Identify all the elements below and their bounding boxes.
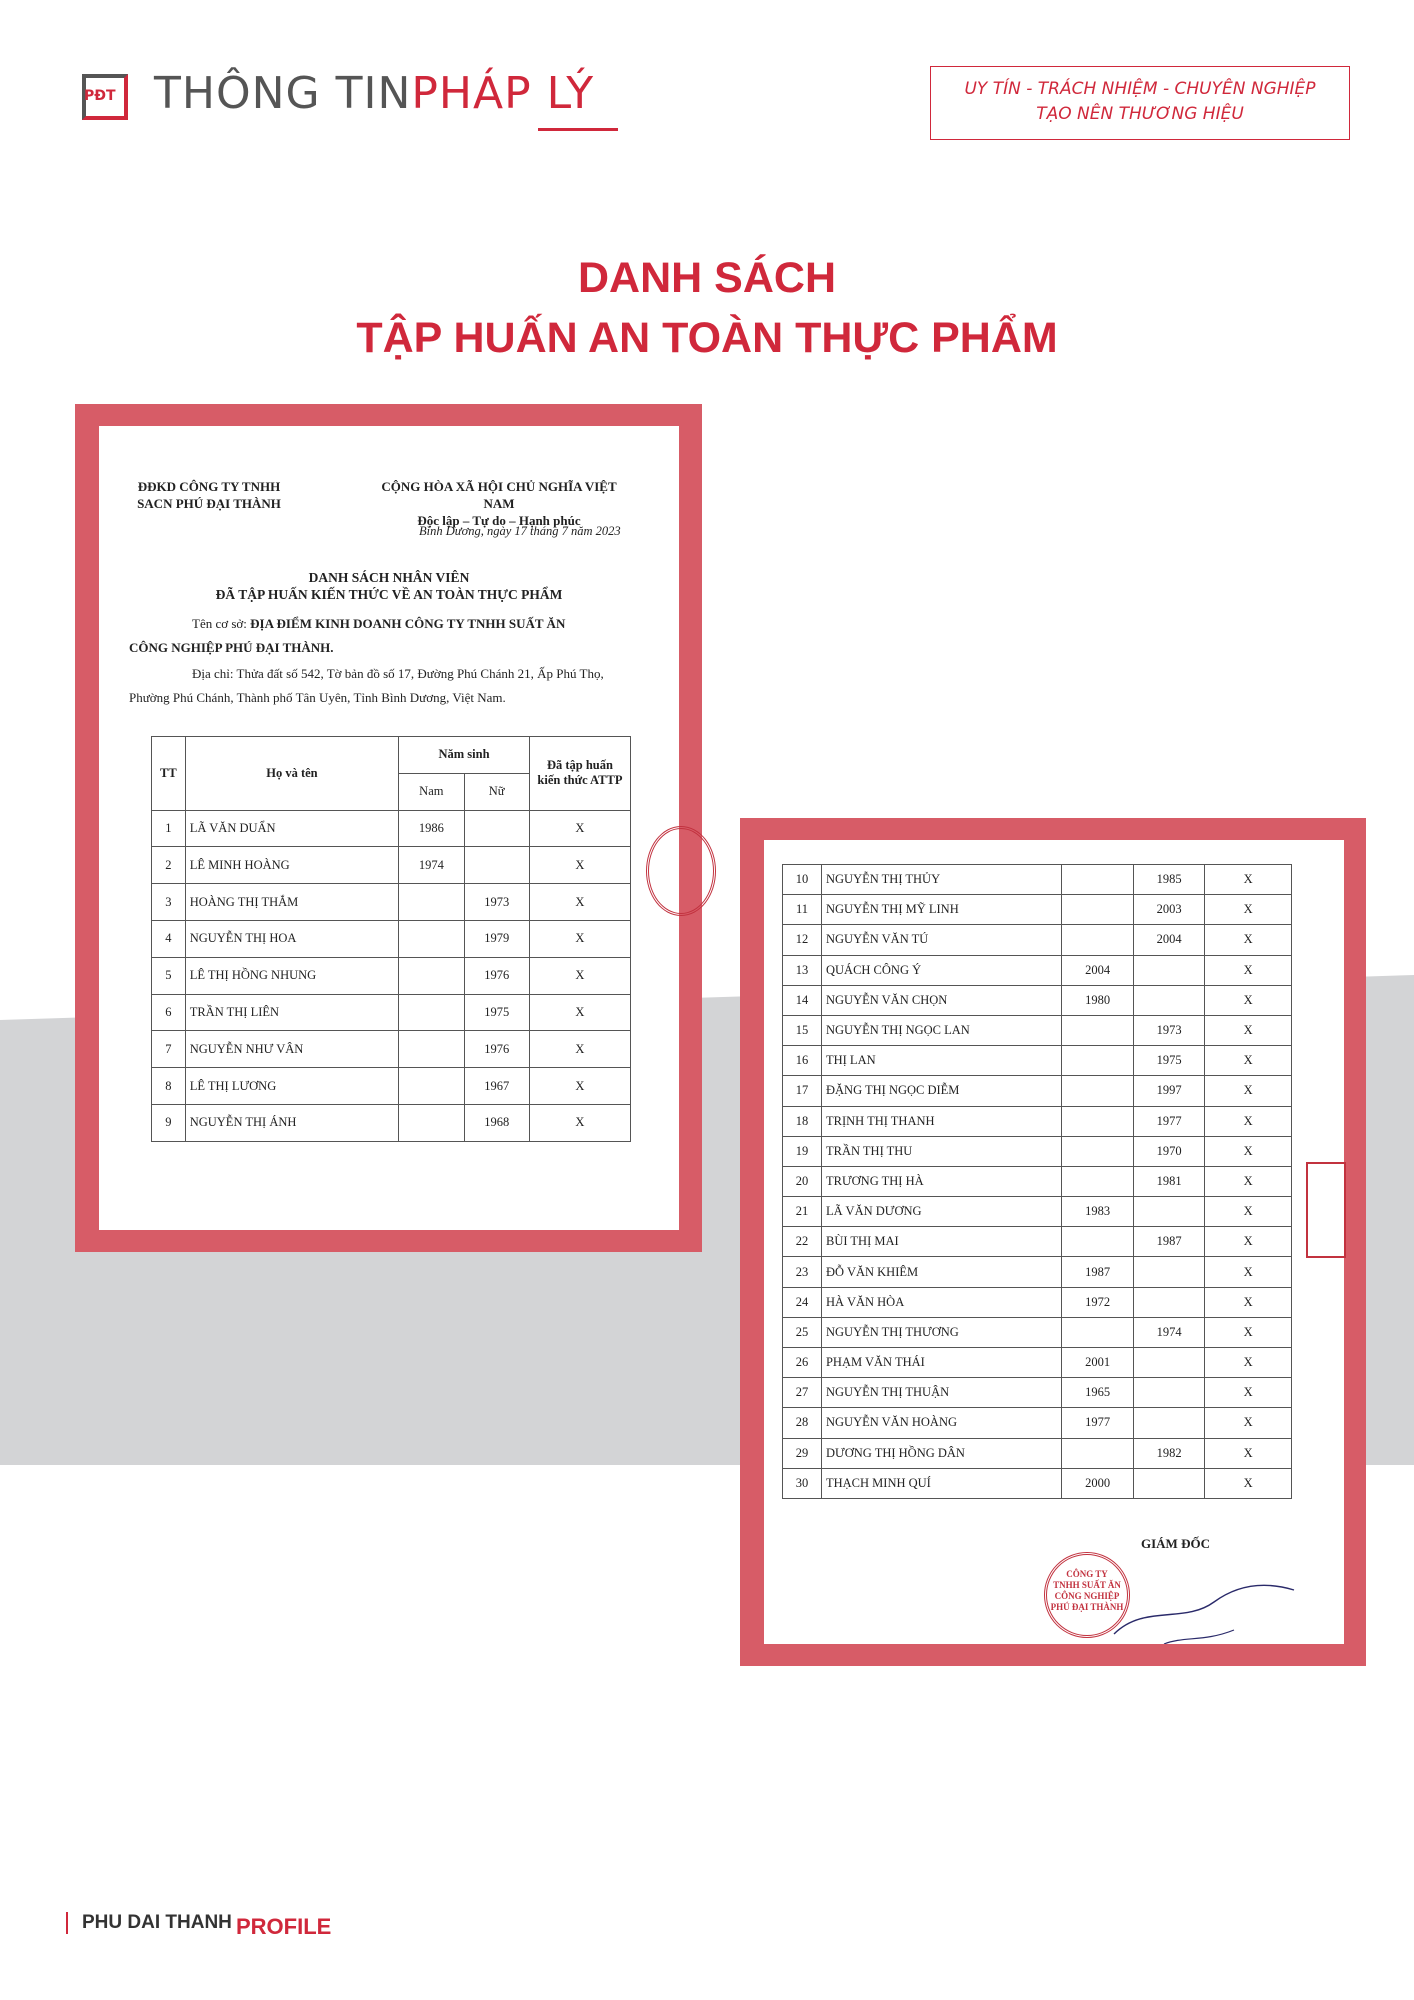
cell-tt: 21 xyxy=(783,1197,822,1227)
header-trained: Đã tập huấn kiến thức ATTP xyxy=(529,737,630,811)
cell-male xyxy=(1062,1136,1133,1166)
company-header xyxy=(119,478,299,512)
seal-fragment-2 xyxy=(1306,1162,1346,1258)
table-row xyxy=(783,1438,1292,1468)
table-row xyxy=(783,1378,1292,1408)
cell-tt: 15 xyxy=(783,1015,822,1045)
table-row xyxy=(783,925,1292,955)
cell-trained: X xyxy=(1205,925,1292,955)
cell-name: QUÁCH CÔNG Ý xyxy=(821,955,1061,985)
cell-name: NGUYỄN THỊ THƯƠNG xyxy=(821,1317,1061,1347)
cell-female: 1979 xyxy=(464,920,529,957)
cell-tt: 23 xyxy=(783,1257,822,1287)
table-row xyxy=(783,1317,1292,1347)
cell-trained: X xyxy=(1205,895,1292,925)
cell-trained: X xyxy=(1205,1166,1292,1196)
nation-header xyxy=(369,478,629,529)
cell-male xyxy=(1062,1015,1133,1045)
cell-trained: X xyxy=(1205,1197,1292,1227)
cell-tt: 19 xyxy=(783,1136,822,1166)
cell-female: 1975 xyxy=(464,994,529,1031)
cell-male: 1974 xyxy=(399,847,464,884)
table-row xyxy=(152,884,631,921)
header-tt: TT xyxy=(152,737,186,811)
cell-trained: X xyxy=(1205,1015,1292,1045)
cell-trained: X xyxy=(1205,1227,1292,1257)
cell-tt: 18 xyxy=(783,1106,822,1136)
table-row xyxy=(152,920,631,957)
cell-female: 1981 xyxy=(1133,1166,1204,1196)
table-row xyxy=(783,1136,1292,1166)
cell-female: 1976 xyxy=(464,957,529,994)
cell-male: 1965 xyxy=(1062,1378,1133,1408)
cell-name: THỊ LAN xyxy=(821,1046,1061,1076)
cell-tt: 10 xyxy=(783,865,822,895)
cell-tt: 29 xyxy=(783,1438,822,1468)
cell-name: TRƯƠNG THỊ HÀ xyxy=(821,1166,1061,1196)
cell-female xyxy=(464,847,529,884)
cell-trained: X xyxy=(1205,955,1292,985)
signer-title: GIÁM ĐỐC xyxy=(1141,1536,1210,1551)
page-title-line1: DANH SÁCH xyxy=(578,254,836,302)
cell-tt: 6 xyxy=(152,994,186,1031)
cell-male: 2000 xyxy=(1062,1468,1133,1498)
cell-male: 2001 xyxy=(1062,1348,1133,1378)
cell-name: NGUYỄN VĂN TÚ xyxy=(821,925,1061,955)
table-row xyxy=(783,1348,1292,1378)
company-line2: SACN PHÚ ĐẠI THÀNH xyxy=(137,496,281,511)
cell-female xyxy=(1133,1197,1204,1227)
cell-tt: 8 xyxy=(152,1068,186,1105)
table-row xyxy=(783,1227,1292,1257)
header-name: Họ và tên xyxy=(185,737,398,811)
cell-name: ĐỖ VĂN KHIÊM xyxy=(821,1257,1061,1287)
table-row xyxy=(783,895,1292,925)
cell-male xyxy=(399,957,464,994)
cell-female xyxy=(1133,1348,1204,1378)
table-row xyxy=(152,1104,631,1141)
cell-trained: X xyxy=(529,847,630,884)
table-row xyxy=(783,1408,1292,1438)
nation-line2: Độc lập – Tự do – Hạnh phúc xyxy=(417,513,581,528)
document-date: Bình Dương, ngày 17 tháng 7 năm 2023 xyxy=(419,524,621,538)
cell-trained: X xyxy=(1205,1287,1292,1317)
cell-tt: 22 xyxy=(783,1227,822,1257)
cell-male: 1987 xyxy=(1062,1257,1133,1287)
document-page-1 xyxy=(99,426,679,1230)
company-seal: CÔNG TY TNHH SUẤT ĂN CÔNG NGHIỆP PHÚ ĐẠI THÀNH xyxy=(1044,1552,1130,1638)
document-title-line2: ĐÃ TẬP HUẤN KIẾN THỨC VỀ AN TOÀN THỰC PHẨM xyxy=(215,587,563,602)
brand-name-part1: THÔNG TIN xyxy=(154,68,412,119)
cell-tt: 28 xyxy=(783,1408,822,1438)
address-line2: Phường Phú Chánh, Thành phố Tân Uyên, Tỉnh Bình Dương, Việt Nam. xyxy=(129,690,506,705)
footer-profile-label: PROFILE xyxy=(236,1914,332,1939)
facility-name1: ĐỊA ĐIỂM KINH DOANH CÔNG TY TNHH SUẤT ĂN xyxy=(250,616,566,631)
cell-female xyxy=(1133,1287,1204,1317)
cell-female xyxy=(1133,1468,1204,1498)
seal-fragment-1 xyxy=(646,826,716,916)
cell-tt: 16 xyxy=(783,1046,822,1076)
cell-female xyxy=(464,810,529,847)
cell-male xyxy=(399,1104,464,1141)
header-female: Nữ xyxy=(464,773,529,810)
table-row xyxy=(783,865,1292,895)
cell-name: DƯƠNG THỊ HỒNG DÂN xyxy=(821,1438,1061,1468)
facility-line1 xyxy=(192,612,565,636)
cell-trained: X xyxy=(1205,1468,1292,1498)
table-row xyxy=(783,1166,1292,1196)
header-male: Nam xyxy=(399,773,464,810)
cell-tt: 12 xyxy=(783,925,822,955)
cell-female xyxy=(1133,955,1204,985)
cell-tt: 17 xyxy=(783,1076,822,1106)
trainee-table-2 xyxy=(782,864,1292,1499)
cell-tt: 4 xyxy=(152,920,186,957)
cell-name: LÃ VĂN DƯƠNG xyxy=(821,1197,1061,1227)
cell-tt: 20 xyxy=(783,1166,822,1196)
company-line1: ĐĐKD CÔNG TY TNHH xyxy=(137,479,281,494)
cell-male: 1983 xyxy=(1062,1197,1133,1227)
logo-mark-icon xyxy=(78,70,132,124)
cell-trained: X xyxy=(529,884,630,921)
cell-female: 1967 xyxy=(464,1068,529,1105)
cell-female: 1968 xyxy=(464,1104,529,1141)
cell-trained: X xyxy=(529,810,630,847)
cell-trained: X xyxy=(1205,985,1292,1015)
table-row xyxy=(783,985,1292,1015)
table-row xyxy=(783,1076,1292,1106)
logo-mark-text: PĐT xyxy=(84,88,116,104)
table-row xyxy=(783,1015,1292,1045)
cell-female xyxy=(1133,985,1204,1015)
slogan-box xyxy=(930,66,1350,140)
cell-name: NGUYỄN THỊ MỸ LINH xyxy=(821,895,1061,925)
cell-tt: 11 xyxy=(783,895,822,925)
cell-name: ĐẶNG THỊ NGỌC DIỄM xyxy=(821,1076,1061,1106)
cell-trained: X xyxy=(1205,1046,1292,1076)
cell-male xyxy=(1062,1076,1133,1106)
table-row xyxy=(783,1287,1292,1317)
cell-name: LÊ THỊ HỒNG NHUNG xyxy=(185,957,398,994)
cell-tt: 9 xyxy=(152,1104,186,1141)
cell-female: 1976 xyxy=(464,1031,529,1068)
cell-female: 1997 xyxy=(1133,1076,1204,1106)
cell-male xyxy=(1062,1438,1133,1468)
document-title xyxy=(99,569,679,603)
table-row xyxy=(783,1468,1292,1498)
cell-trained: X xyxy=(1205,1408,1292,1438)
cell-tt: 24 xyxy=(783,1287,822,1317)
facility-name2: CÔNG NGHIỆP PHÚ ĐẠI THÀNH. xyxy=(129,640,334,655)
cell-name: THẠCH MINH QUÍ xyxy=(821,1468,1061,1498)
cell-male: 2004 xyxy=(1062,955,1133,985)
cell-name: NGUYỄN THỊ HOA xyxy=(185,920,398,957)
table-row xyxy=(152,1068,631,1105)
cell-male: 1972 xyxy=(1062,1287,1133,1317)
cell-female: 1973 xyxy=(464,884,529,921)
cell-male: 1977 xyxy=(1062,1408,1133,1438)
cell-name: TRẦN THỊ LIÊN xyxy=(185,994,398,1031)
cell-female: 1974 xyxy=(1133,1317,1204,1347)
cell-tt: 1 xyxy=(152,810,186,847)
cell-trained: X xyxy=(1205,1317,1292,1347)
cell-tt: 27 xyxy=(783,1378,822,1408)
cell-name: TRỊNH THỊ THANH xyxy=(821,1106,1061,1136)
document-title-line1: DANH SÁCH NHÂN VIÊN xyxy=(308,570,470,585)
cell-name: NGUYỄN THỊ NGỌC LAN xyxy=(821,1015,1061,1045)
brand-underline xyxy=(538,128,618,131)
slogan-line2: TẠO NÊN THƯƠNG HIỆU xyxy=(1036,104,1244,124)
cell-female: 2003 xyxy=(1133,895,1204,925)
header-birth-year: Năm sinh xyxy=(399,737,530,774)
table-row xyxy=(152,847,631,884)
table-row xyxy=(783,1257,1292,1287)
nation-line1: CỘNG HÒA XÃ HỘI CHỦ NGHĨA VIỆT NAM xyxy=(381,479,617,511)
cell-male xyxy=(1062,1046,1133,1076)
signature-mark xyxy=(1104,1564,1304,1644)
cell-name: NGUYỄN VĂN HOÀNG xyxy=(821,1408,1061,1438)
cell-male: 1980 xyxy=(1062,985,1133,1015)
cell-male xyxy=(1062,1106,1133,1136)
cell-female xyxy=(1133,1408,1204,1438)
cell-female: 1982 xyxy=(1133,1438,1204,1468)
brand-name-part2: PHÁP LÝ xyxy=(411,68,595,119)
cell-name: HOÀNG THỊ THẮM xyxy=(185,884,398,921)
cell-male xyxy=(1062,865,1133,895)
cell-tt: 14 xyxy=(783,985,822,1015)
cell-female: 1970 xyxy=(1133,1136,1204,1166)
cell-trained: X xyxy=(529,920,630,957)
cell-tt: 30 xyxy=(783,1468,822,1498)
footer-divider xyxy=(66,1912,68,1934)
cell-tt: 2 xyxy=(152,847,186,884)
cell-male xyxy=(1062,1317,1133,1347)
cell-name: TRẦN THỊ THU xyxy=(821,1136,1061,1166)
cell-trained: X xyxy=(1205,1378,1292,1408)
cell-female: 1975 xyxy=(1133,1046,1204,1076)
cell-name: LÊ THỊ LƯƠNG xyxy=(185,1068,398,1105)
cell-female: 1973 xyxy=(1133,1015,1204,1045)
cell-trained: X xyxy=(529,1104,630,1141)
brand-name xyxy=(154,68,594,119)
cell-trained: X xyxy=(1205,1106,1292,1136)
cell-trained: X xyxy=(1205,1438,1292,1468)
cell-name: LÃ VĂN DUẨN xyxy=(185,810,398,847)
cell-male xyxy=(399,920,464,957)
cell-male: 1986 xyxy=(399,810,464,847)
footer-company-name: PHU DAI THANH xyxy=(82,1912,232,1933)
cell-female: 1987 xyxy=(1133,1227,1204,1257)
cell-name: NGUYỄN NHƯ VÂN xyxy=(185,1031,398,1068)
page-title-line2: TẬP HUẤN AN TOÀN THỰC PHẨM xyxy=(356,314,1058,362)
cell-male xyxy=(399,1068,464,1105)
facility-label: Tên cơ sở: xyxy=(192,616,247,631)
cell-female: 1985 xyxy=(1133,865,1204,895)
cell-male xyxy=(399,994,464,1031)
cell-male xyxy=(1062,1166,1133,1196)
cell-tt: 13 xyxy=(783,955,822,985)
cell-name: NGUYỄN THỊ ÁNH xyxy=(185,1104,398,1141)
cell-name: LÊ MINH HOÀNG xyxy=(185,847,398,884)
cell-male xyxy=(399,1031,464,1068)
cell-male xyxy=(1062,925,1133,955)
cell-name: BÙI THỊ MAI xyxy=(821,1227,1061,1257)
cell-name: HÀ VĂN HÒA xyxy=(821,1287,1061,1317)
cell-female xyxy=(1133,1257,1204,1287)
cell-female: 2004 xyxy=(1133,925,1204,955)
cell-name: NGUYỄN THỊ THỦY xyxy=(821,865,1061,895)
address-line1: Địa chỉ: Thửa đất số 542, Tờ bản đồ số 17, Đường Phú Chánh 21, Ấp Phú Thọ, xyxy=(192,666,604,681)
cell-name: NGUYỄN THỊ THUẬN xyxy=(821,1378,1061,1408)
cell-tt: 26 xyxy=(783,1348,822,1378)
cell-trained: X xyxy=(1205,1348,1292,1378)
table-row xyxy=(152,994,631,1031)
slogan-line1: UY TÍN - TRÁCH NHIỆM - CHUYÊN NGHIỆP xyxy=(964,79,1316,99)
table-row xyxy=(783,1106,1292,1136)
cell-trained: X xyxy=(1205,865,1292,895)
cell-tt: 3 xyxy=(152,884,186,921)
cell-trained: X xyxy=(529,1068,630,1105)
trainee-table-1 xyxy=(151,736,631,1142)
cell-trained: X xyxy=(1205,1257,1292,1287)
cell-trained: X xyxy=(529,957,630,994)
cell-male xyxy=(1062,1227,1133,1257)
table-row xyxy=(783,955,1292,985)
cell-female xyxy=(1133,1378,1204,1408)
cell-male xyxy=(399,884,464,921)
table-row xyxy=(783,1046,1292,1076)
table-row xyxy=(152,957,631,994)
cell-tt: 5 xyxy=(152,957,186,994)
table-row xyxy=(152,810,631,847)
cell-trained: X xyxy=(529,994,630,1031)
table-row xyxy=(152,1031,631,1068)
cell-trained: X xyxy=(529,1031,630,1068)
cell-trained: X xyxy=(1205,1136,1292,1166)
cell-female: 1977 xyxy=(1133,1106,1204,1136)
page-title xyxy=(0,248,1414,368)
cell-tt: 7 xyxy=(152,1031,186,1068)
cell-trained: X xyxy=(1205,1076,1292,1106)
table-row xyxy=(783,1197,1292,1227)
cell-tt: 25 xyxy=(783,1317,822,1347)
cell-name: PHẠM VĂN THÁI xyxy=(821,1348,1061,1378)
cell-male xyxy=(1062,895,1133,925)
cell-name: NGUYỄN VĂN CHỌN xyxy=(821,985,1061,1015)
document-page-2 xyxy=(764,840,1344,1644)
